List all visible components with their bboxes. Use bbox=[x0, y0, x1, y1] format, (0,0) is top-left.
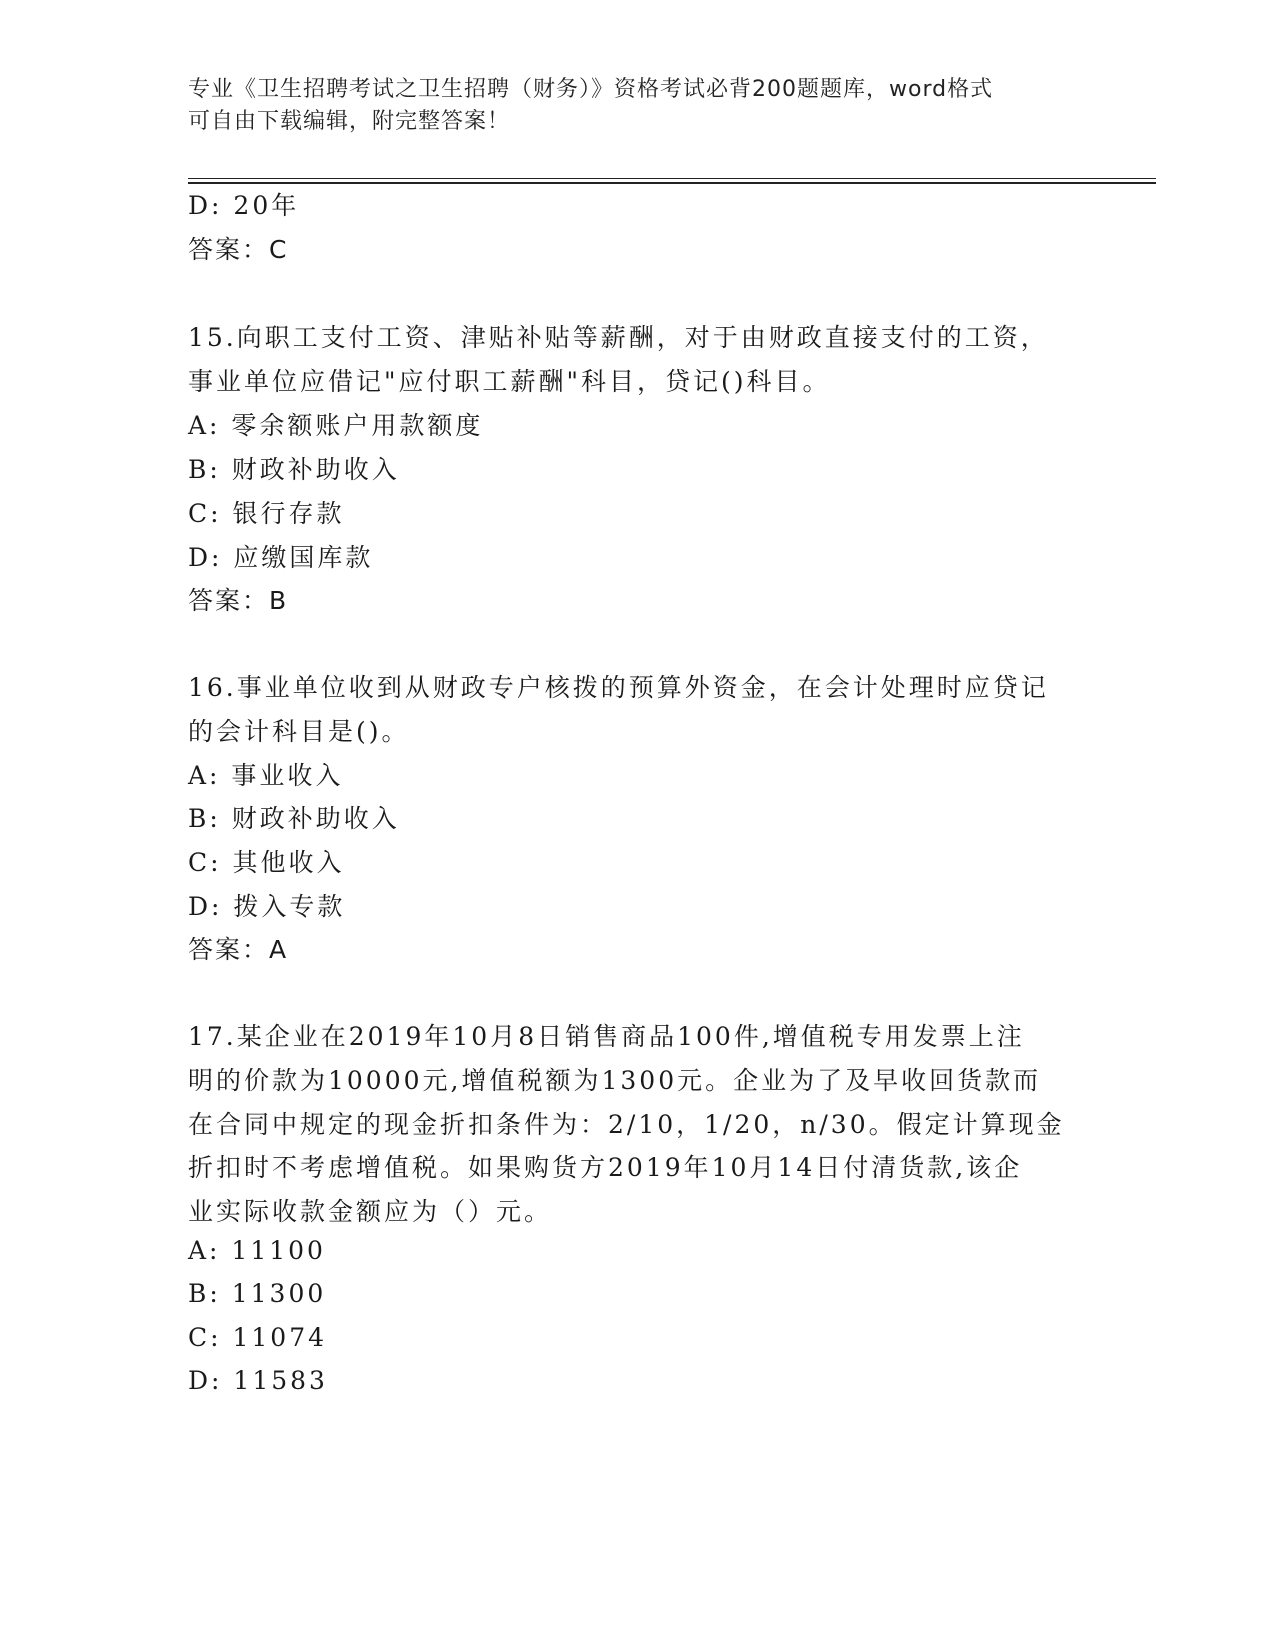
prev-answer: 答案：C bbox=[188, 235, 289, 264]
q15-option-b: B: 财政补助收入 bbox=[188, 455, 400, 484]
q17-stem-line-5: 业实际收款金额应为（）元。 bbox=[188, 1197, 553, 1226]
q17-option-a: A: 11100 bbox=[188, 1236, 326, 1265]
q15-stem-line-1: 15.向职工支付工资、津贴补贴等薪酬，对于由财政直接支付的工资， bbox=[188, 323, 1049, 352]
q16-stem-line-2: 的会计科目是()。 bbox=[188, 717, 410, 746]
prev-option-d: D: 20年 bbox=[188, 191, 300, 220]
q17-option-b: B: 11300 bbox=[188, 1279, 327, 1308]
q16-option-b: B: 财政补助收入 bbox=[188, 804, 400, 833]
page-header bbox=[188, 74, 1088, 138]
header-rule-thick bbox=[188, 182, 1156, 184]
header-title-line-1: 专业《卫生招聘考试之卫生招聘（财务）》资格考试必背200题题库，word格式 bbox=[188, 77, 994, 102]
q15-stem-line-2: 事业单位应借记"应付职工薪酬"科目，贷记()科目。 bbox=[188, 367, 831, 396]
q17-stem-line-1: 17.某企业在2019年10月8日销售商品100件,增值税专用发票上注 bbox=[188, 1022, 1025, 1051]
q17-stem-line-2: 明的价款为10000元,增值税额为1300元。企业为了及早收回货款而 bbox=[188, 1066, 1042, 1095]
q17-option-c: C: 11074 bbox=[188, 1323, 328, 1352]
q16-option-c: C: 其他收入 bbox=[188, 848, 345, 877]
q17-stem-line-3: 在合同中规定的现金折扣条件为：2/10，1/20，n/30。假定计算现金 bbox=[188, 1110, 1065, 1139]
q16-answer: 答案：A bbox=[188, 935, 289, 964]
q15-option-d: D: 应缴国库款 bbox=[188, 543, 374, 572]
q15-option-a: A: 零余额账户用款额度 bbox=[188, 411, 484, 440]
q17-stem-line-4: 折扣时不考虑增值税。如果购货方2019年10月14日付清货款,该企 bbox=[188, 1153, 1023, 1182]
header-rule-thin bbox=[188, 178, 1156, 179]
q15-answer: 答案：B bbox=[188, 586, 289, 615]
q16-option-a: A: 事业收入 bbox=[188, 761, 344, 790]
q15-option-c: C: 银行存款 bbox=[188, 499, 345, 528]
header-title-line-2: 可自由下载编辑，附完整答案！ bbox=[188, 109, 511, 134]
q16-stem-line-1: 16.事业单位收到从财政专户核拨的预算外资金，在会计处理时应贷记 bbox=[188, 673, 1049, 702]
q17-option-d: D: 11583 bbox=[188, 1366, 328, 1395]
q16-option-d: D: 拨入专款 bbox=[188, 892, 346, 921]
